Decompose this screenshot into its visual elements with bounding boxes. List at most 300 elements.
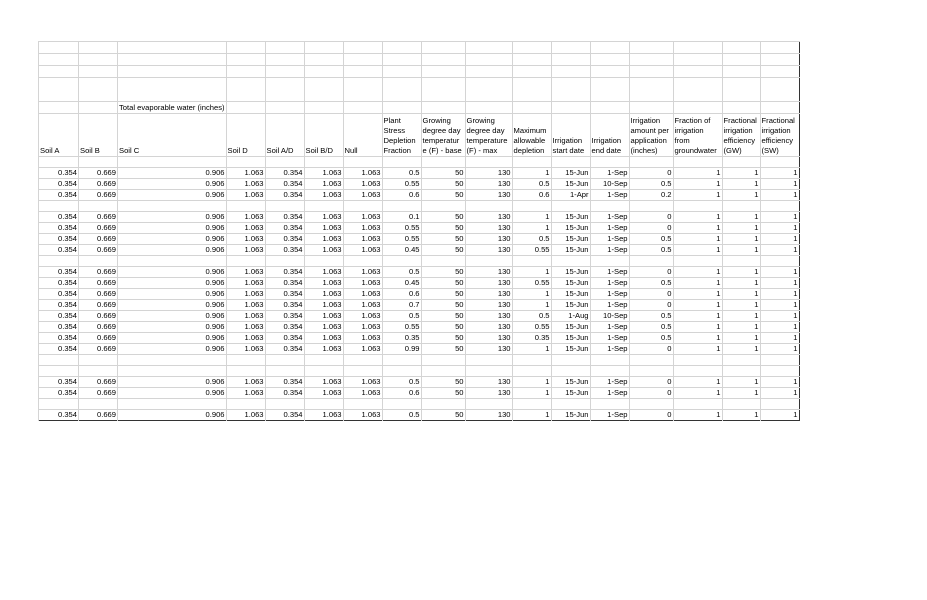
cell[interactable]: 0.669 [79, 234, 118, 245]
cell[interactable] [760, 399, 799, 410]
cell[interactable]: 15-Jun [551, 179, 590, 190]
cell[interactable]: 1-Sep [590, 322, 629, 333]
cell[interactable] [226, 256, 265, 267]
cell[interactable] [465, 102, 512, 114]
cell[interactable]: 15-Jun [551, 234, 590, 245]
column-header[interactable]: Fraction of irrigation from groundwater [673, 114, 722, 157]
cell[interactable]: 50 [421, 410, 465, 421]
cell[interactable]: 1.063 [343, 267, 382, 278]
cell[interactable]: 1 [760, 245, 799, 256]
cell[interactable]: 1 [722, 322, 760, 333]
cell[interactable] [673, 78, 722, 102]
cell[interactable] [39, 66, 79, 78]
cell[interactable]: 1-Sep [590, 190, 629, 201]
cell[interactable]: 1.063 [304, 388, 343, 399]
cell[interactable]: 15-Jun [551, 245, 590, 256]
cell[interactable] [343, 201, 382, 212]
cell[interactable]: 0.906 [118, 267, 227, 278]
column-header[interactable]: Soil A [39, 114, 79, 157]
cell[interactable]: 0.5 [382, 410, 421, 421]
cell[interactable]: 1.063 [304, 190, 343, 201]
cell[interactable]: 1.063 [304, 278, 343, 289]
cell[interactable]: 1 [512, 410, 551, 421]
cell[interactable]: 1.063 [304, 311, 343, 322]
cell[interactable] [629, 399, 673, 410]
cell[interactable] [590, 54, 629, 66]
cell[interactable]: 0.906 [118, 179, 227, 190]
cell[interactable]: 1 [673, 388, 722, 399]
cell[interactable]: 1-Sep [590, 344, 629, 355]
cell[interactable]: 0.354 [265, 300, 304, 311]
cell[interactable]: 50 [421, 179, 465, 190]
cell[interactable] [760, 355, 799, 366]
cell[interactable]: 130 [465, 245, 512, 256]
cell[interactable]: 1-Sep [590, 234, 629, 245]
cell[interactable] [512, 78, 551, 102]
cell[interactable] [118, 355, 227, 366]
cell[interactable]: 50 [421, 377, 465, 388]
cell[interactable] [760, 42, 799, 54]
cell[interactable] [79, 78, 118, 102]
cell[interactable]: 1 [512, 300, 551, 311]
cell[interactable]: 0.669 [79, 289, 118, 300]
cell[interactable] [722, 78, 760, 102]
cell[interactable] [39, 157, 79, 168]
cell[interactable] [722, 54, 760, 66]
cell[interactable]: 0.354 [39, 267, 79, 278]
cell[interactable] [226, 157, 265, 168]
cell[interactable]: 15-Jun [551, 168, 590, 179]
cell[interactable] [722, 256, 760, 267]
cell[interactable]: 50 [421, 289, 465, 300]
cell[interactable] [79, 399, 118, 410]
cell[interactable] [629, 54, 673, 66]
cell[interactable]: 1 [760, 223, 799, 234]
cell[interactable]: 50 [421, 267, 465, 278]
cell[interactable] [590, 78, 629, 102]
cell[interactable]: 1 [760, 333, 799, 344]
cell[interactable]: 1.063 [226, 234, 265, 245]
cell[interactable] [551, 201, 590, 212]
cell[interactable] [382, 78, 421, 102]
cell[interactable]: 1 [760, 278, 799, 289]
cell[interactable]: 130 [465, 212, 512, 223]
cell[interactable] [590, 399, 629, 410]
cell[interactable]: 1.063 [343, 300, 382, 311]
cell[interactable]: 0.99 [382, 344, 421, 355]
cell[interactable]: 1 [512, 212, 551, 223]
cell[interactable]: 0.906 [118, 278, 227, 289]
cell[interactable]: 0.1 [382, 212, 421, 223]
cell[interactable] [382, 201, 421, 212]
cell[interactable] [421, 54, 465, 66]
cell[interactable]: 1 [512, 223, 551, 234]
cell[interactable] [590, 366, 629, 377]
cell[interactable] [79, 355, 118, 366]
cell[interactable]: 1 [722, 168, 760, 179]
cell[interactable] [118, 201, 227, 212]
cell[interactable]: 0.5 [512, 234, 551, 245]
cell[interactable]: 1 [722, 245, 760, 256]
cell[interactable]: 130 [465, 168, 512, 179]
cell[interactable]: 1 [760, 344, 799, 355]
cell[interactable] [226, 201, 265, 212]
cell[interactable]: 130 [465, 278, 512, 289]
cell[interactable]: 1 [722, 300, 760, 311]
cell[interactable]: 1 [722, 410, 760, 421]
cell[interactable]: 1 [673, 278, 722, 289]
cell[interactable]: 0.5 [629, 179, 673, 190]
cell[interactable] [265, 399, 304, 410]
column-header[interactable]: Fractional irrigation efficiency (SW) [760, 114, 799, 157]
cell[interactable]: 1 [722, 179, 760, 190]
cell[interactable]: 1.063 [226, 300, 265, 311]
cell[interactable]: 0.669 [79, 245, 118, 256]
cell[interactable]: 1-Apr [551, 190, 590, 201]
cell[interactable]: 1.063 [343, 168, 382, 179]
cell[interactable]: 1 [512, 168, 551, 179]
cell[interactable] [512, 256, 551, 267]
cell[interactable]: 130 [465, 377, 512, 388]
cell[interactable]: 0.354 [265, 245, 304, 256]
cell[interactable] [226, 66, 265, 78]
cell[interactable]: 0.906 [118, 388, 227, 399]
cell[interactable]: 0.669 [79, 410, 118, 421]
cell[interactable]: 0 [629, 410, 673, 421]
cell[interactable] [760, 201, 799, 212]
cell[interactable]: 1 [673, 245, 722, 256]
cell[interactable]: 0.5 [629, 311, 673, 322]
cell[interactable]: 0.35 [512, 333, 551, 344]
cell[interactable]: 0.906 [118, 300, 227, 311]
cell[interactable] [551, 42, 590, 54]
cell[interactable]: 1.063 [226, 311, 265, 322]
cell[interactable] [551, 157, 590, 168]
cell[interactable]: 0.354 [39, 322, 79, 333]
group-label[interactable]: Total evaporable water (inches) [119, 103, 225, 112]
cell[interactable]: 0.669 [79, 311, 118, 322]
cell[interactable] [512, 157, 551, 168]
cell[interactable]: 1.063 [226, 289, 265, 300]
cell[interactable]: 1.063 [343, 377, 382, 388]
cell[interactable] [343, 256, 382, 267]
cell[interactable] [79, 102, 118, 114]
cell[interactable]: 0.906 [118, 344, 227, 355]
cell[interactable]: 1.063 [304, 300, 343, 311]
cell[interactable]: 0.5 [629, 322, 673, 333]
cell[interactable]: 1.063 [343, 344, 382, 355]
cell[interactable] [382, 157, 421, 168]
cell[interactable]: 15-Jun [551, 278, 590, 289]
cell[interactable]: 0 [629, 344, 673, 355]
cell[interactable] [343, 42, 382, 54]
cell[interactable]: 1.063 [304, 322, 343, 333]
cell[interactable] [343, 102, 382, 114]
cell[interactable] [118, 256, 227, 267]
cell[interactable] [673, 201, 722, 212]
cell[interactable] [79, 66, 118, 78]
cell[interactable] [421, 201, 465, 212]
cell[interactable]: 0.7 [382, 300, 421, 311]
cell[interactable]: 1 [760, 289, 799, 300]
cell[interactable]: 130 [465, 333, 512, 344]
cell[interactable] [465, 355, 512, 366]
cell[interactable]: 130 [465, 267, 512, 278]
cell[interactable]: 0.354 [39, 344, 79, 355]
cell[interactable]: 0.354 [39, 223, 79, 234]
cell[interactable]: 0 [629, 289, 673, 300]
cell[interactable]: 0.354 [265, 190, 304, 201]
cell[interactable]: 0.35 [382, 333, 421, 344]
cell[interactable] [382, 42, 421, 54]
cell[interactable]: 15-Jun [551, 267, 590, 278]
cell[interactable] [760, 78, 799, 102]
cell[interactable]: 1.063 [304, 168, 343, 179]
cell[interactable] [722, 157, 760, 168]
cell[interactable]: 0.354 [39, 289, 79, 300]
cell[interactable] [118, 78, 227, 102]
cell[interactable]: 1.063 [343, 212, 382, 223]
cell[interactable]: 0.45 [382, 245, 421, 256]
cell[interactable]: 1 [512, 267, 551, 278]
cell[interactable]: 1.063 [343, 223, 382, 234]
cell[interactable]: 1 [760, 190, 799, 201]
cell[interactable]: 0.55 [382, 179, 421, 190]
cell[interactable]: 1 [760, 388, 799, 399]
cell[interactable]: 1.063 [304, 333, 343, 344]
cell[interactable]: 1 [760, 322, 799, 333]
cell[interactable]: 0.5 [629, 245, 673, 256]
cell[interactable]: 0.5 [382, 267, 421, 278]
cell[interactable]: 0.906 [118, 333, 227, 344]
cell[interactable] [551, 78, 590, 102]
cell[interactable] [760, 157, 799, 168]
cell[interactable] [590, 157, 629, 168]
cell[interactable]: 1-Sep [590, 267, 629, 278]
cell[interactable]: 0.354 [265, 410, 304, 421]
cell[interactable]: 0.6 [382, 388, 421, 399]
cell[interactable]: 50 [421, 245, 465, 256]
cell[interactable]: 0.669 [79, 168, 118, 179]
cell[interactable]: 0.354 [265, 377, 304, 388]
column-header[interactable]: Fractional irrigation efficiency (GW) [722, 114, 760, 157]
cell[interactable]: 1.063 [226, 245, 265, 256]
cell[interactable]: 0.55 [382, 223, 421, 234]
cell[interactable]: 1.063 [343, 278, 382, 289]
cell[interactable]: 1 [760, 267, 799, 278]
cell[interactable] [79, 54, 118, 66]
cell[interactable] [673, 355, 722, 366]
cell[interactable]: 1 [673, 300, 722, 311]
cell[interactable]: 0.354 [39, 179, 79, 190]
cell[interactable] [304, 78, 343, 102]
cell[interactable] [79, 157, 118, 168]
cell[interactable]: 1 [673, 267, 722, 278]
cell[interactable] [79, 201, 118, 212]
cell[interactable]: 1 [673, 234, 722, 245]
cell[interactable]: 0.354 [39, 278, 79, 289]
cell[interactable] [226, 42, 265, 54]
cell[interactable]: 0.669 [79, 223, 118, 234]
cell[interactable]: 0.354 [39, 388, 79, 399]
cell[interactable] [629, 366, 673, 377]
cell[interactable]: 1.063 [304, 410, 343, 421]
cell[interactable]: 0.354 [265, 278, 304, 289]
cell[interactable]: 1 [760, 377, 799, 388]
column-header[interactable]: Soil C [118, 114, 227, 157]
cell[interactable]: 0.6 [382, 289, 421, 300]
cell[interactable]: 0.669 [79, 377, 118, 388]
cell[interactable]: 50 [421, 234, 465, 245]
cell[interactable] [465, 42, 512, 54]
cell[interactable]: 130 [465, 311, 512, 322]
cell[interactable]: 0.55 [512, 278, 551, 289]
cell[interactable] [590, 201, 629, 212]
cell[interactable] [39, 366, 79, 377]
cell[interactable]: 0.55 [512, 322, 551, 333]
cell[interactable]: 1 [722, 333, 760, 344]
cell[interactable]: 1.063 [226, 212, 265, 223]
cell[interactable]: 0.55 [512, 245, 551, 256]
cell[interactable]: 1.063 [226, 267, 265, 278]
cell[interactable]: 15-Jun [551, 300, 590, 311]
cell[interactable]: 130 [465, 289, 512, 300]
cell[interactable] [39, 355, 79, 366]
cell[interactable]: 0.354 [265, 388, 304, 399]
cell[interactable] [343, 355, 382, 366]
cell[interactable]: 0.354 [265, 223, 304, 234]
cell[interactable] [79, 366, 118, 377]
cell[interactable]: 1 [760, 179, 799, 190]
cell[interactable] [673, 102, 722, 114]
cell[interactable]: 0.906 [118, 212, 227, 223]
cell[interactable]: 50 [421, 190, 465, 201]
cell[interactable]: 15-Jun [551, 322, 590, 333]
cell[interactable]: 130 [465, 190, 512, 201]
cell[interactable] [343, 66, 382, 78]
cell[interactable]: 0.669 [79, 179, 118, 190]
cell[interactable] [421, 355, 465, 366]
cell[interactable] [382, 366, 421, 377]
cell[interactable]: 15-Jun [551, 289, 590, 300]
cell[interactable] [465, 399, 512, 410]
cell[interactable]: 0.906 [118, 168, 227, 179]
cell[interactable]: 1 [673, 410, 722, 421]
cell[interactable]: 1-Sep [590, 289, 629, 300]
cell[interactable]: 0.5 [382, 168, 421, 179]
cell[interactable]: 1.063 [304, 234, 343, 245]
cell[interactable] [722, 355, 760, 366]
cell[interactable] [590, 102, 629, 114]
cell[interactable] [265, 42, 304, 54]
cell[interactable]: 1 [673, 322, 722, 333]
cell[interactable]: 0.669 [79, 300, 118, 311]
cell[interactable]: 0.906 [118, 234, 227, 245]
cell[interactable] [226, 54, 265, 66]
cell[interactable]: 0.354 [39, 234, 79, 245]
cell[interactable]: 0.906 [118, 410, 227, 421]
cell[interactable] [551, 366, 590, 377]
cell[interactable]: 1 [722, 388, 760, 399]
cell[interactable]: 50 [421, 322, 465, 333]
cell[interactable]: 10-Sep [590, 179, 629, 190]
cell[interactable]: 1.063 [304, 344, 343, 355]
cell[interactable]: 50 [421, 333, 465, 344]
cell[interactable]: 0.906 [118, 245, 227, 256]
cell[interactable]: 50 [421, 344, 465, 355]
cell[interactable] [304, 42, 343, 54]
cell[interactable] [760, 102, 799, 114]
cell[interactable]: 0.354 [265, 322, 304, 333]
cell[interactable]: 0.5 [629, 333, 673, 344]
cell[interactable]: 1.063 [226, 168, 265, 179]
cell[interactable]: 1.063 [226, 223, 265, 234]
cell[interactable] [226, 355, 265, 366]
cell[interactable]: 0.354 [265, 212, 304, 223]
cell[interactable]: 0.5 [629, 278, 673, 289]
cell[interactable]: 1-Sep [590, 300, 629, 311]
cell[interactable]: 1 [512, 344, 551, 355]
cell[interactable]: 1 [760, 234, 799, 245]
cell[interactable]: 0.669 [79, 190, 118, 201]
cell[interactable] [118, 54, 227, 66]
cell[interactable] [343, 366, 382, 377]
cell[interactable]: 0.669 [79, 278, 118, 289]
cell[interactable]: 0 [629, 388, 673, 399]
cell[interactable]: 50 [421, 168, 465, 179]
cell[interactable]: 1.063 [304, 212, 343, 223]
cell[interactable] [343, 78, 382, 102]
cell[interactable] [265, 102, 304, 114]
cell[interactable]: 1.063 [304, 289, 343, 300]
cell[interactable]: 15-Jun [551, 212, 590, 223]
cell[interactable]: 130 [465, 388, 512, 399]
cell[interactable]: 1.063 [343, 388, 382, 399]
cell[interactable]: 0.669 [79, 322, 118, 333]
cell[interactable]: 0.5 [629, 234, 673, 245]
cell[interactable]: 1.063 [304, 267, 343, 278]
cell[interactable] [760, 366, 799, 377]
cell[interactable]: 1 [760, 168, 799, 179]
cell[interactable] [760, 256, 799, 267]
cell[interactable]: 50 [421, 300, 465, 311]
cell[interactable]: 0.354 [265, 168, 304, 179]
cell[interactable] [39, 102, 79, 114]
cell[interactable] [39, 201, 79, 212]
cell[interactable]: 0.906 [118, 190, 227, 201]
cell[interactable]: 1 [673, 289, 722, 300]
cell[interactable] [382, 66, 421, 78]
cell[interactable]: 1 [722, 311, 760, 322]
cell[interactable]: 130 [465, 344, 512, 355]
cell[interactable] [304, 366, 343, 377]
cell[interactable]: 0.55 [382, 322, 421, 333]
cell[interactable]: 1.063 [226, 333, 265, 344]
cell[interactable]: 0.669 [79, 344, 118, 355]
cell[interactable]: 1 [760, 311, 799, 322]
cell[interactable] [226, 102, 265, 114]
cell[interactable] [226, 399, 265, 410]
cell[interactable] [79, 42, 118, 54]
cell[interactable] [39, 399, 79, 410]
cell[interactable]: 1-Sep [590, 278, 629, 289]
cell[interactable]: 1.063 [343, 410, 382, 421]
cell[interactable] [304, 399, 343, 410]
cell[interactable]: 1 [673, 223, 722, 234]
cell[interactable] [629, 78, 673, 102]
cell[interactable] [551, 399, 590, 410]
cell[interactable]: 0.354 [39, 212, 79, 223]
